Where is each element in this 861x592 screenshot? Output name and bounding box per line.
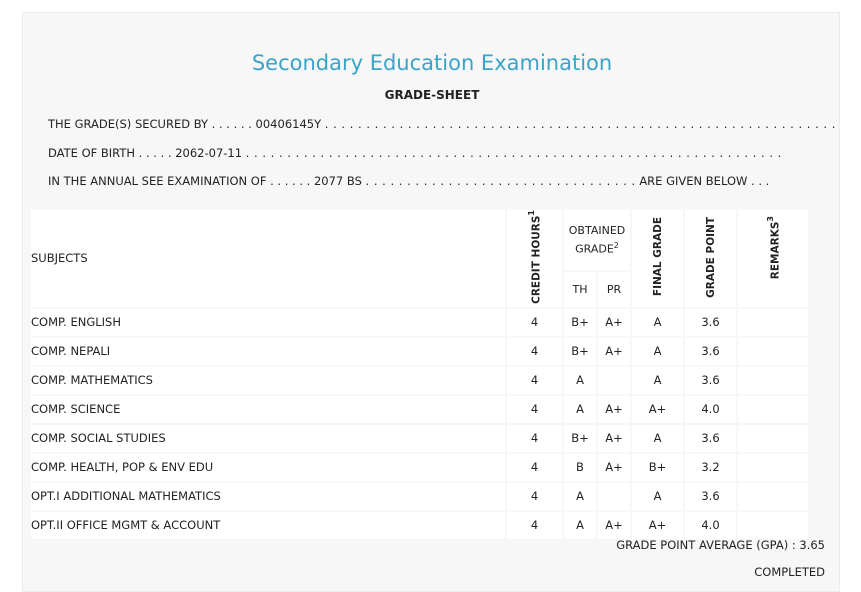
exam-dots: . . . . . . . . . . . . . . . . . . . . . . . . . . . . . . . . . (365, 174, 636, 188)
grade-point: 4.0 (685, 396, 736, 423)
th-grade: B+ (564, 338, 596, 365)
remarks (738, 483, 808, 510)
final-grade: A (632, 367, 683, 394)
remarks (738, 309, 808, 336)
final-grade-label: FINAL GRADE (651, 217, 664, 297)
table-row (31, 309, 808, 336)
col-credit-hours (507, 210, 562, 307)
credit-hours: 4 (507, 512, 562, 539)
pr-grade (598, 367, 630, 394)
grade-point: 3.6 (685, 309, 736, 336)
grade-point: 3.6 (685, 425, 736, 452)
table-row (31, 512, 808, 539)
table-row (31, 425, 808, 452)
remarks (738, 396, 808, 423)
table-row (31, 483, 808, 510)
credit-hours: 4 (507, 309, 562, 336)
grades-table (29, 208, 810, 541)
th-grade: A (564, 367, 596, 394)
col-subjects: SUBJECTS (31, 210, 505, 307)
gpa-summary: GRADE POINT AVERAGE (GPA) : 3.65 (616, 538, 825, 552)
subject-name: COMP. SCIENCE (31, 396, 505, 423)
grade-point: 3.6 (685, 483, 736, 510)
table-row (31, 338, 808, 365)
credit-hours: 4 (507, 367, 562, 394)
final-grade: A (632, 309, 683, 336)
exam-label: IN THE ANNUAL SEE EXAMINATION OF . . . . . . (48, 174, 311, 188)
secured-by-dots: . . . . . . . . . . . . . . . . . . . . . . . . . . . . . . . . . . . . . . . . . . . . . . . . . . . . . . . . . . . . . . (324, 117, 836, 131)
subject-name: OPT.I ADDITIONAL MATHEMATICS (31, 483, 505, 510)
th-grade: B (564, 454, 596, 481)
final-grade: A+ (632, 512, 683, 539)
final-grade: A (632, 483, 683, 510)
remarks (738, 512, 808, 539)
dob-value: 2062-07-11 (175, 146, 243, 160)
th-grade: A (564, 483, 596, 510)
exam-title: Secondary Education Examination (251, 51, 613, 75)
credit-hours-note: 1 (527, 210, 537, 216)
pr-grade: A+ (598, 425, 630, 452)
grade-sheet (22, 12, 840, 592)
col-grade-point (685, 210, 736, 307)
pr-grade (598, 483, 630, 510)
obtained-grade-note: 2 (613, 240, 619, 250)
table-row (31, 367, 808, 394)
pr-grade: A+ (598, 309, 630, 336)
col-final-grade (632, 210, 683, 307)
credit-hours: 4 (507, 454, 562, 481)
grade-point: 4.0 (685, 512, 736, 539)
final-grade: A (632, 338, 683, 365)
remarks-label: REMARKS (769, 221, 782, 280)
pr-grade: A+ (598, 454, 630, 481)
secured-by-label: THE GRADE(S) SECURED BY . . . . . . (48, 117, 252, 131)
subject-name: COMP. NEPALI (31, 338, 505, 365)
sheet-subtitle: GRADE-SHEET (384, 88, 480, 102)
credit-hours: 4 (507, 396, 562, 423)
grade-point-label: GRADE POINT (704, 216, 717, 298)
final-grade: A+ (632, 396, 683, 423)
pr-grade: A+ (598, 512, 630, 539)
obtained-grade-label: OBTAINED GRADE (568, 223, 626, 256)
exam-line (48, 174, 769, 188)
status-text: COMPLETED (754, 565, 825, 579)
header-row (31, 210, 808, 270)
credit-hours: 4 (507, 338, 562, 365)
credit-hours: 4 (507, 425, 562, 452)
subject-name: COMP. ENGLISH (31, 309, 505, 336)
table-row (31, 396, 808, 423)
dob-line (48, 146, 782, 160)
final-grade: B+ (632, 454, 683, 481)
col-pr: PR (598, 272, 630, 307)
remarks (738, 367, 808, 394)
pr-grade: A+ (598, 338, 630, 365)
final-grade: A (632, 425, 683, 452)
grade-point: 3.6 (685, 338, 736, 365)
th-grade: A (564, 512, 596, 539)
subject-name: COMP. SOCIAL STUDIES (31, 425, 505, 452)
subject-name: COMP. MATHEMATICS (31, 367, 505, 394)
col-th: TH (564, 272, 596, 307)
remarks (738, 454, 808, 481)
col-remarks (738, 210, 808, 307)
dob-dots: . . . . . . . . . . . . . . . . . . . . . . . . . . . . . . . . . . . . . . . . . . . . . . . . . . . . . . . . . . . . . . . . . (245, 146, 782, 160)
credit-hours-label: CREDIT HOURS (530, 215, 543, 304)
remarks-note: 3 (765, 216, 775, 222)
symbol-number: 00406145Y (255, 117, 322, 131)
th-grade: A (564, 396, 596, 423)
col-obtained-grade (564, 210, 630, 270)
exam-tail: ARE GIVEN BELOW . . . (639, 174, 770, 188)
th-grade: B+ (564, 309, 596, 336)
grade-point: 3.2 (685, 454, 736, 481)
subject-name: OPT.II OFFICE MGMT & ACCOUNT (31, 512, 505, 539)
table-row (31, 454, 808, 481)
credit-hours: 4 (507, 483, 562, 510)
exam-year: 2077 BS (313, 174, 362, 188)
remarks (738, 425, 808, 452)
grade-point: 3.6 (685, 367, 736, 394)
pr-grade: A+ (598, 396, 630, 423)
secured-by-line (48, 117, 836, 131)
dob-label: DATE OF BIRTH . . . . . (48, 146, 172, 160)
remarks (738, 338, 808, 365)
th-grade: B+ (564, 425, 596, 452)
subject-name: COMP. HEALTH, POP & ENV EDU (31, 454, 505, 481)
